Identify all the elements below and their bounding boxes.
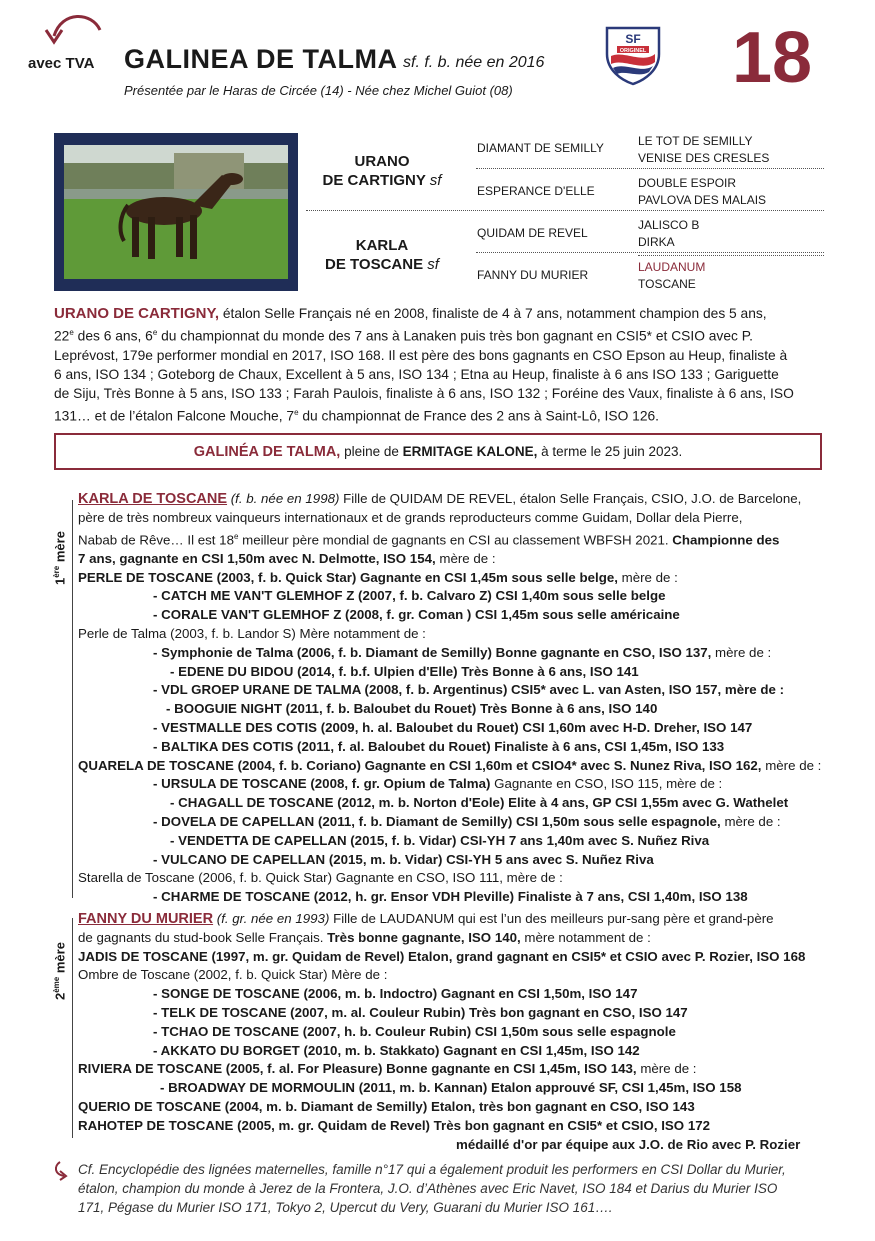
horse-name-title: GALINEA DE TALMA [124, 44, 398, 74]
svg-text:SF: SF [625, 32, 641, 46]
first-dam-text: KARLA DE TOSCANE (f. b. née en 1998) Fille de QUIDAM DE REVEL, étalon Selle Français, CSIO, J.O. de Barcelone, père de très nombreux vainqueurs internationaux et de grands reproducteurs comme Guidam, Dollar dela Pierre, Nabab de Rêve… Il est 18e meilleur père mondial de gagnants en CSI au classement WBFSH 2021. Championne des 7 ans, gagnante en CSI 1,50m avec N. Delmotte, ISO 154, mère de : PERLE DE TOSCANE (2003, f. b. Quick Star) Gagnante en CSI 1,45m sous selle belge, mère de : - CATCH ME VAN'T GLEMHOF Z (2007, f. b. Calvaro Z) CSI 1,40m sous selle belge - CORALE VAN'T GLEMHOF Z (2008, f. gr. Coman ) CSI 1,45m sous selle américaine Perle de Talma (2003, f. b. Landor S) Mère notamment de : - Symphonie de Talma (2006, f. b. Diamant de Semilly) Bonne gagnante en CSO, ISO 137, mère de : - EDENE DU BIDOU (2014, f. b.f. Ulpien d'Elle) Très Bonne à 6 ans, ISO 141 - VDL GROEP URANE DE TALMA (2008, f. b. Argentinus) CSI5* avec L. van Asten, ISO 157, mère de : - BOOGUIE NIGHT (2011, f. b. Baloubet du Rouet) Très Bonne à 6 ans, ISO 140 - VESTMALLE DES COTIS (2009, h. al. Baloubet du Rouet) CSI 1,60m avec H-D. Dreher, ISO 147 - BALTIKA DES COTIS (2011, f. al. Baloubet du Rouet) Finaliste à 6 ans, CSI 1,45m, ISO 133 QUARELA DE TOSCANE (2004, f. b. Coriano) Gagnante en CSI 1,60m et CSIO4* avec S. Nunez Riva, ISO 162, mère de : - URSULA DE TOSCANE (2008, f. gr. Opium de Talma) Gagnante en CSO, ISO 115, mère de : - CHAGALL DE TOSCANE (2012, m. b. Norton d'Eole) Elite à 4 ans, GP CSI 1,55m avec G. Wathelet - DOVELA DE CAPELLAN (2011, f. b. Diamant de Semilly) CSI 1,50m sous selle espagnole, mère de : - VENDETTA DE CAPELLAN (2015, f. b. Vidar) CSI-YH 7 ans 1,40m avec S. Nuñez Riva - VULCANO DE CAPELLAN (2015, m. b. Vidar) CSI-YH 5 ans avec S. Nuñez Riva Starella de Toscane (2006, f. b. Quick Star) Gagnante en CSO, ISO 111, mère de : - CHARME DE TOSCANE (2012, h. gr. Ensor VDH Pleville) Finaliste à 7 ans, CSI 1,40m, ISO 138 [78, 491, 822, 905]
second-dam-label: 2ème mère [52, 942, 68, 1000]
grandparent: DIAMANT DE SEMILLY [477, 141, 604, 155]
horse-subtitle: sf. f. b. née en 2016 [403, 54, 545, 71]
sire-description: URANO DE CARTIGNY, étalon Selle Français né en 2008, finaliste de 4 à 7 ans, notamment champion des 5 ans, 22e des 6 ans, 6e du championnat du monde des 7 ans à Lanaken puis très bon gagnant en CSI5* et CSIO avec P. Leprévost, 179e performer mondial en 2017, ISO 168. Il est père des bons gagnants en CSO Epson au Heup, finaliste à 6 ans, ISO 134 ; Goteborg de Chaux, Excellent à 5 ans, ISO 134 ; Etna au Heup, finaliste à 6 ans ISO 133 ; Gariguette de Siju, Très Bonne à 5 ans, ISO 133 ; Farah Paulois, finaliste à 6 ans, ISO 132 ; Foréine des Vaux, finaliste à 6 ans, ISO 131… et de l’étalon Falcone Mouche, 7e du championnat de France des 2 ans à Saint-Lô, ISO 126. [54, 305, 794, 424]
pedigree-divider [476, 168, 824, 169]
curved-arrow-icon [40, 8, 104, 52]
first-dam-label: 1ère mère [52, 531, 68, 585]
sire-name: URANO DE CARTIGNY sf [322, 153, 442, 189]
pedigree-divider [306, 210, 824, 211]
dam-name: KARLA DE TOSCANE sf [325, 237, 439, 273]
second-dam-text: FANNY DU MURIER (f. gr. née en 1993) Fille de LAUDANUM qui est l’un des meilleurs pur-sang père et grand-père de gagnants du stud-book Selle Français. Très bonne gagnante, ISO 140, mère notamment de : JADIS DE TOSCANE (1997, m. gr. Quidam de Revel) Etalon, grand gagnant en CSI5* et CSIO avec P. Rozier, ISO 168 Ombre de Toscane (2002, f. b. Quick Star) Mère de : - SONGE DE TOSCANE (2006, m. b. Indoctro) Gagnant en CSI 1,50m, ISO 147 - TELK DE TOSCANE (2007, m. al. Couleur Rubin) Très bon gagnant en CSO, ISO 147 - TCHAO DE TOSCANE (2007, h. b. Couleur Rubin) CSI 1,50m sous selle espagnole - AKKATO DU BORGET (2010, m. b. Stakkato) Gagnant en CSI 1,45m, ISO 142 RIVIERA DE TOSCANE (2005, f. al. For Pleasure) Bonne gagnante en CSI 1,45m, ISO 143, mère de : - BROADWAY DE MORMOULIN (2011, m. b. Kannan) Etalon approuvé SF, CSI 1,45m, ISO 158 QUERIO DE TOSCANE (2004, m. b. Diamant de Semilly) Etalon, très bon gagnant en CSO, ISO 143 RAHOTEP DE TOSCANE (2005, m. gr. Quidam de Revel) Très bon gagnant en CSI5* et CSIO, ISO 172 médaillé d'or par équipe aux J.O. de Rio avec P. Rozier [78, 911, 806, 1152]
return-arrow-icon [52, 1160, 72, 1182]
great-grandparents-3: JALISCO B DIRKA [638, 218, 700, 249]
great-grandparents-2: DOUBLE ESPOIR PAVLOVA DES MALAIS [638, 176, 767, 207]
grandparent: ESPERANCE D'ELLE [477, 184, 595, 198]
svg-text:ORIGINEL: ORIGINEL [619, 48, 647, 54]
presenter-line: Présentée par le Haras de Circée (14) - Née chez Michel Guiot (08) [124, 83, 513, 98]
horse-photo [54, 133, 298, 291]
first-dam-bar [72, 500, 73, 898]
grandparent: FANNY DU MURIER [477, 268, 589, 282]
pedigree-divider [638, 255, 824, 256]
great-grandparents-4: LAUDANUM TOSCANE [638, 260, 706, 291]
great-grandparents-1: LE TOT DE SEMILLY VENISE DES CRESLES [638, 134, 770, 165]
lot-number: 18 [732, 18, 813, 98]
grandparent: QUIDAM DE REVEL [477, 226, 588, 240]
footer-note: Cf. Encyclopédie des lignées maternelles, famille n°17 qui a également produit les performers en CSI Dollar du Murier, étalon, champion du monde à Jerez de la Frontera, J.O. d’Athènes avec Eric Navet, ISO 184 et Darius du Murier ISO 171, Pégase du Murier ISO 171, Tokyo 2, Upercut du Very, Guarani du Murier ISO 161…. [78, 1162, 786, 1215]
tva-label: avec TVA [28, 55, 95, 72]
horse-image [64, 145, 288, 279]
pedigree-divider [476, 252, 824, 253]
second-dam-bar [72, 918, 73, 1138]
sf-originel-logo [603, 24, 663, 86]
in-foal-box: GALINÉA DE TALMA, pleine de ERMITAGE KALONE, à terme le 25 juin 2023. [54, 433, 822, 470]
